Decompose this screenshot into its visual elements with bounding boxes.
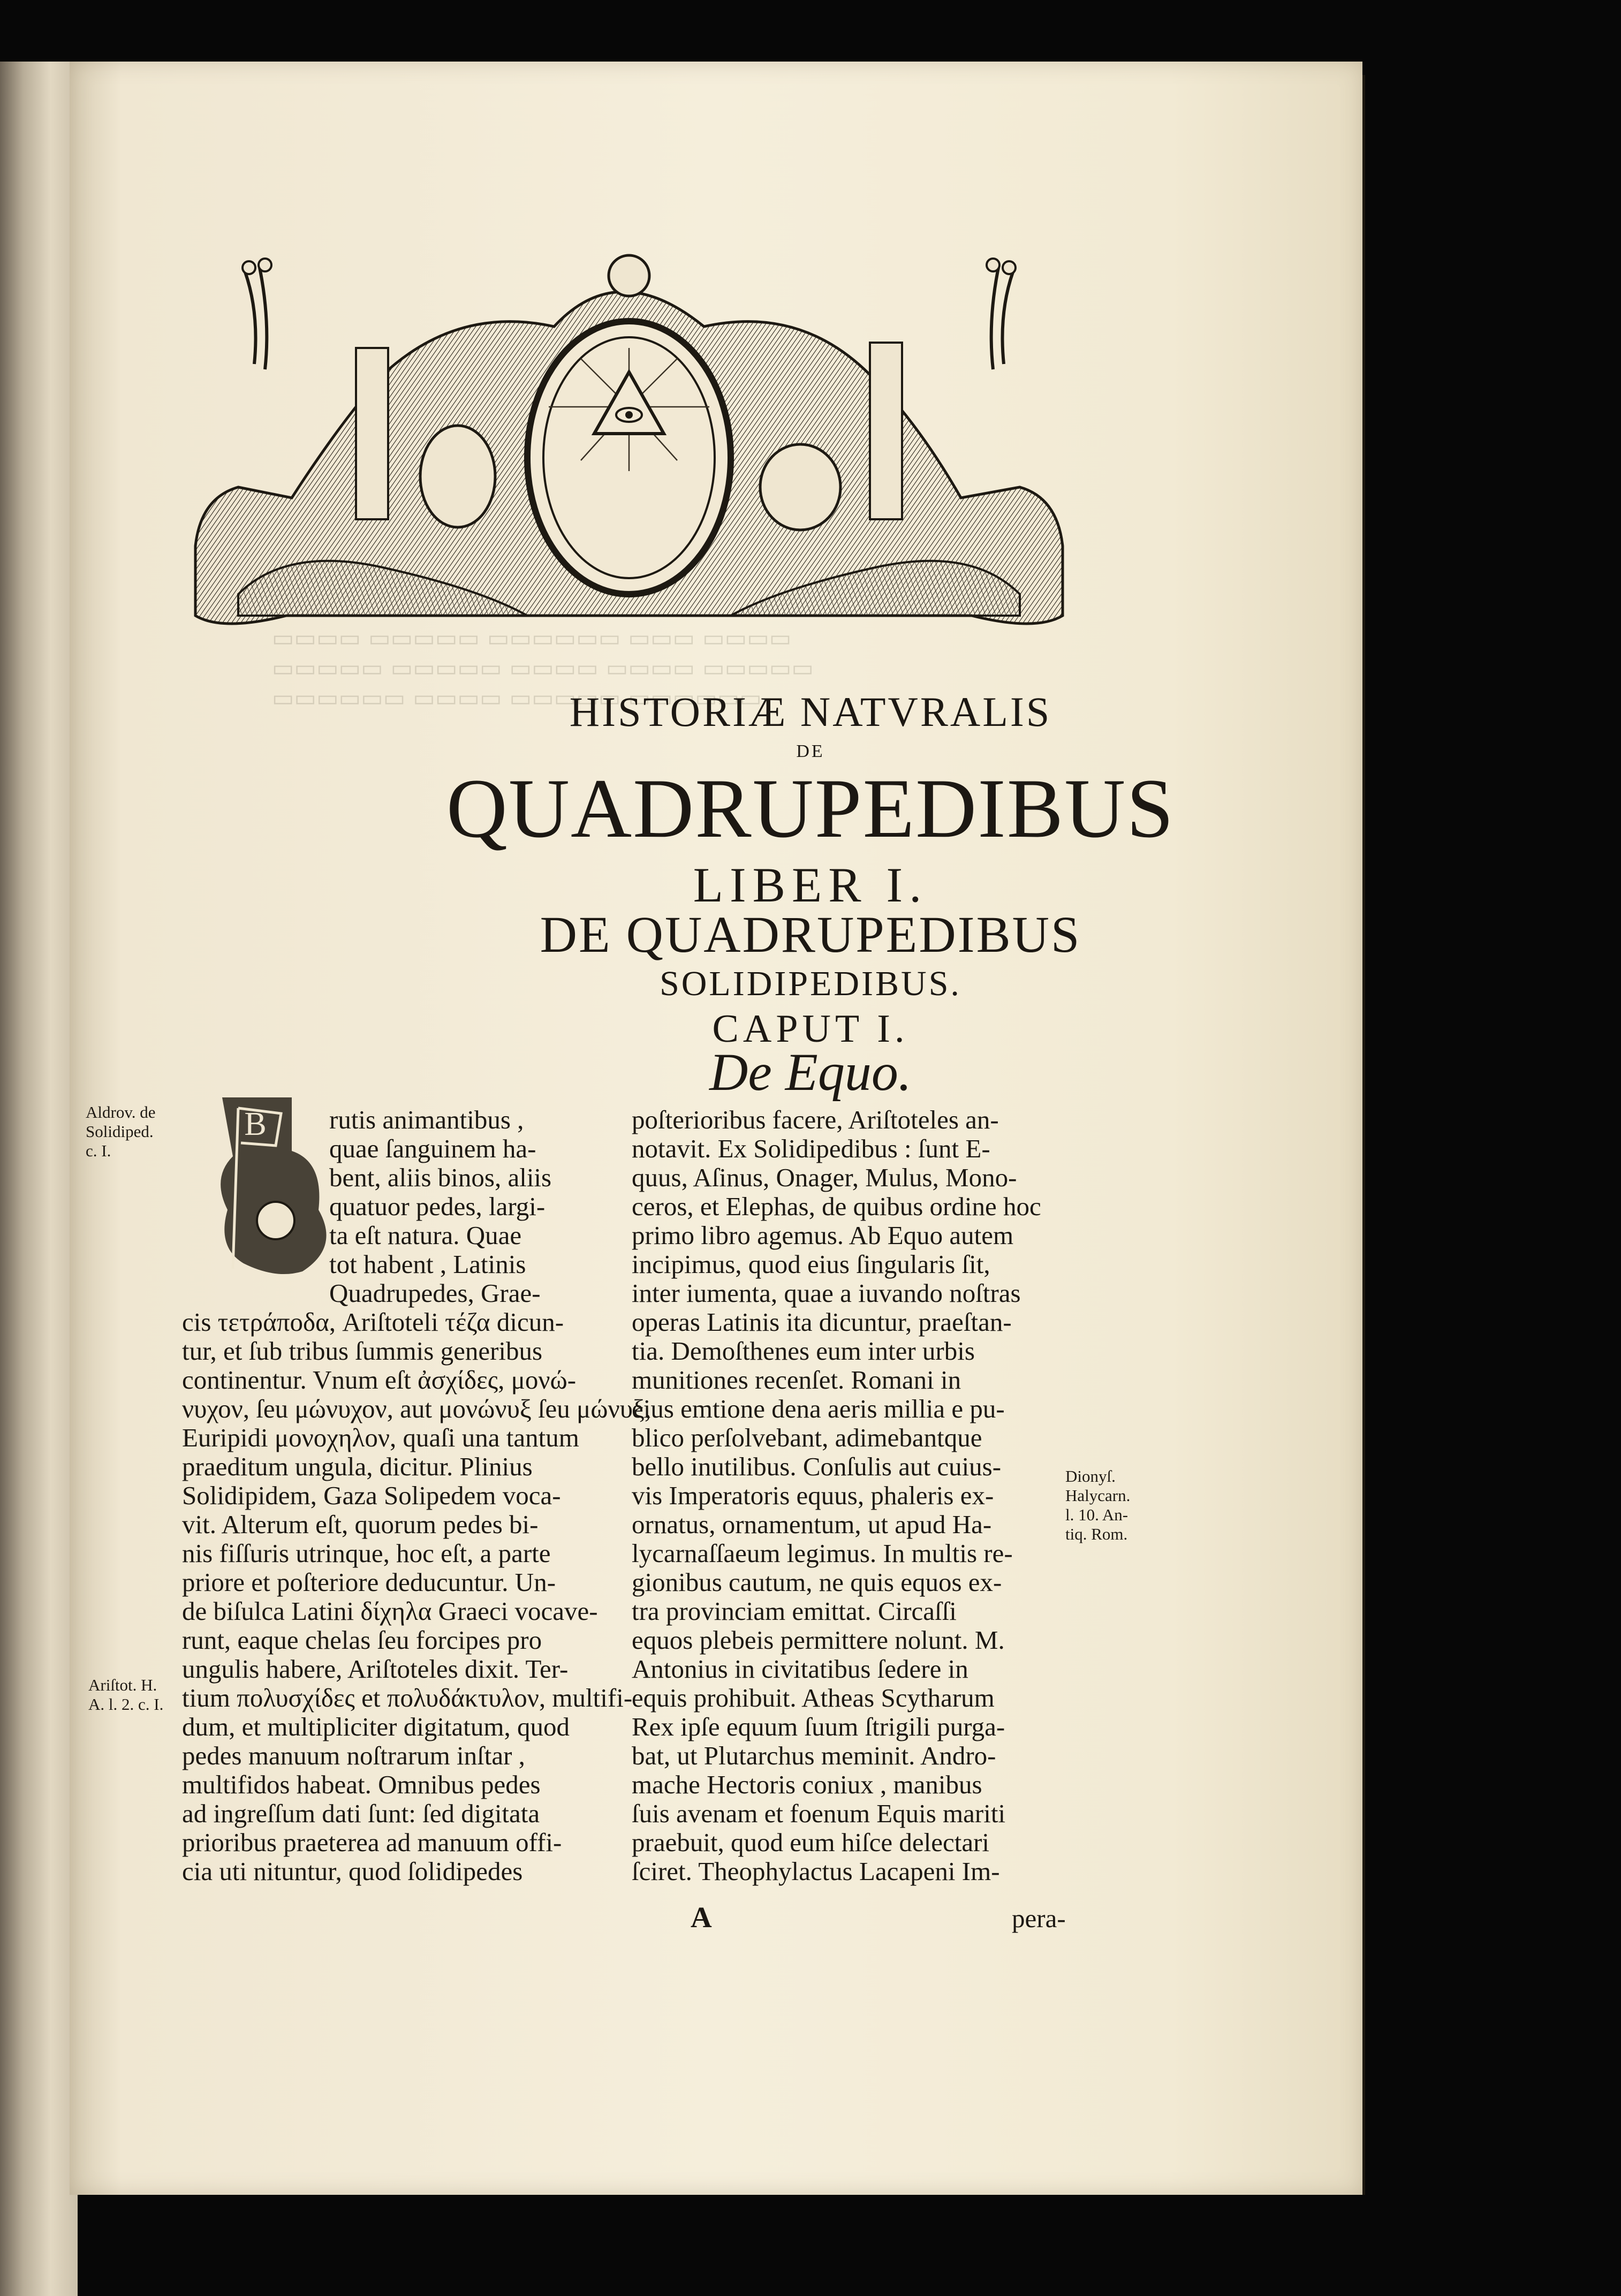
text-line: blico perſolvebant, adimebantque	[632, 1423, 982, 1452]
text-line: ceros, et Elephas, de quibus ordine hoc	[632, 1192, 1041, 1221]
text-line: munitiones recenſet. Romani in	[632, 1365, 961, 1395]
text-line: Rex ipſe equum ſuum ſtrigili purga-	[632, 1712, 1005, 1741]
title-quadrupedibus: QUADRUPEDIBUS	[446, 762, 1175, 855]
margin-note-line: Solidiped.	[86, 1122, 154, 1141]
text-line: multifidos habeat. Omnibus pedes	[182, 1770, 541, 1799]
text-line: de biſulca Latini δίχηλα Graeci vocave-	[182, 1596, 598, 1626]
text-line: bat, ut Plutarchus meminit. Andro-	[632, 1741, 996, 1770]
text-line: pedes manuum noſtrarum inſtar ,	[182, 1741, 525, 1770]
margin-note-line: Dionyſ.	[1065, 1467, 1116, 1486]
text-line: tium πολυσχίδες et πολυδάκτυλον, multifi-	[182, 1683, 633, 1712]
text-line: primo libro agemus. Ab Equo autem	[632, 1221, 1014, 1250]
text-line: bent, aliis binos, aliis	[329, 1163, 552, 1192]
title-de: DE	[796, 741, 825, 761]
text-line: cis τετράποδα, Ariſtoteli τέζα dicun-	[182, 1307, 564, 1337]
text-line: vit. Alterum eſt, quorum pedes bi-	[182, 1510, 539, 1539]
text-line: tur, et ſub tribus ſummis generibus	[182, 1336, 543, 1366]
text-line: vis Imperatoris equus, phaleris ex-	[632, 1481, 994, 1510]
text-line: bello inutilibus. Conſulis aut cuius-	[632, 1452, 1002, 1481]
text-line: incipimus, quod eius ſingularis ſit,	[632, 1249, 990, 1279]
show-through-text: ▭▭▭▭ ▭▭▭▭▭ ▭▭▭▭▭▭ ▭▭▭ ▭▭▭▭ ▭▭▭▭▭ ▭▭▭▭▭ ▭▭▭▭ ▭▭▭▭ ▭▭▭▭▭ ▭▭▭▭▭▭ ▭▭▭▭ ▭▭▭▭▭ ▭▭▭▭▭▭	[271, 625, 814, 712]
text-line: gionibus cautum, ne quis equos ex-	[632, 1567, 1002, 1597]
text-line: rutis animantibus ,	[329, 1105, 524, 1134]
margin-note-aristot	[88, 1676, 163, 1714]
headpiece-woodcut	[179, 246, 1079, 632]
text-line: praebuit, quod eum hiſce delectari	[632, 1828, 990, 1857]
text-line: νυχον, ſeu μώνυχον, aut μονώνυξ ſeu μώνυξ,	[182, 1394, 652, 1423]
text-line: ornatus, ornamentum, ut apud Ha-	[632, 1510, 992, 1539]
margin-note-line: c. I.	[86, 1141, 111, 1160]
initial-letter: B	[244, 1106, 267, 1142]
text-line: equos plebeis permittere nolunt. M.	[632, 1625, 1005, 1655]
text-line: ad ingreſſum dati ſunt: ſed digitata	[182, 1799, 540, 1828]
text-line: cia uti nituntur, quod ſolidipedes	[182, 1856, 523, 1886]
text-line: dum, et multipliciter digitatum, quod	[182, 1712, 570, 1741]
signature-mark: A	[691, 1901, 712, 1934]
text-line: inter iumenta, quae a iuvando noſtras	[632, 1278, 1021, 1308]
right-text-column	[632, 1105, 1063, 1886]
margin-note-line: Aldrov. de	[86, 1103, 156, 1122]
text-line: ungulis habere, Ariſtoteles dixit. Ter-	[182, 1654, 569, 1684]
text-line: tot habent , Latinis	[329, 1249, 526, 1279]
catchword: pera-	[1012, 1904, 1066, 1933]
text-line: quus, Aſinus, Onager, Mulus, Mono-	[632, 1163, 1017, 1192]
chapter-title: De Equo.	[709, 1042, 912, 1102]
text-line: tia. Demoſthenes eum inter urbis	[632, 1336, 975, 1366]
text-line: Solidipidem, Gaza Solipedem voca-	[182, 1481, 561, 1510]
text-line: lycarnaſſaeum legimus. In multis re-	[632, 1539, 1013, 1568]
text-line: praeditum ungula, dicitur. Plinius	[182, 1452, 533, 1481]
text-line: ta eſt natura. Quae	[329, 1221, 522, 1250]
margin-note-line: A. l. 2. c. I.	[88, 1695, 164, 1714]
text-line: prioribus praeterea ad manuum offi-	[182, 1828, 562, 1857]
margin-note-aldrov	[86, 1103, 156, 1161]
text-line: nis fiſſuris utrinque, hoc eſt, a parte	[182, 1539, 551, 1568]
text-line: Euripidi μονοχηλον, quaſi una tantum	[182, 1423, 579, 1452]
text-line: priore et poſteriore deducuntur. Un-	[182, 1567, 556, 1597]
text-line: Antonius in civitatibus ſedere in	[632, 1654, 968, 1684]
text-line: tra provinciam emittat. Circaſſi	[632, 1596, 957, 1626]
book-gutter	[0, 62, 78, 2296]
text-line: ſuis avenam et foenum Equis mariti	[632, 1799, 1006, 1828]
text-line: eius emtione dena aeris millia e pu-	[632, 1394, 1005, 1423]
margin-note-dionys	[1065, 1467, 1130, 1544]
title-liber: LIBER I.	[693, 858, 928, 912]
margin-note-line: tiq. Rom.	[1065, 1525, 1128, 1543]
text-line: equis prohibuit. Atheas Scytharum	[632, 1683, 995, 1712]
initial-wrapped-lines	[182, 1105, 613, 1308]
text-line: continentur. Vnum eſt ἀσχίδες, μονώ-	[182, 1365, 577, 1395]
title-solidipedibus: SOLIDIPEDIBUS.	[660, 964, 961, 1003]
text-line: quatuor pedes, largi-	[329, 1192, 546, 1221]
text-line: ſciret. Theophylactus Lacapeni Im-	[632, 1856, 1000, 1886]
text-line: notavit. Ex Solidipedibus : ſunt E-	[632, 1134, 990, 1163]
margin-note-line: l. 10. An-	[1065, 1505, 1128, 1524]
title-historiae: HISTORIÆ NATVRALIS	[569, 688, 1052, 735]
text-line: quae ſanguinem ha-	[329, 1134, 536, 1163]
text-line: Quadrupedes, Grae-	[329, 1278, 541, 1308]
text-line: mache Hectoris coniux , manibus	[632, 1770, 982, 1799]
margin-note-line: Ariſtot. H.	[88, 1676, 157, 1694]
text-line: poſterioribus facere, Ariſtoteles an-	[632, 1105, 999, 1134]
left-text-column	[182, 1105, 652, 1886]
title-de-quadrupedibus: DE QUADRUPEDIBUS	[540, 906, 1081, 963]
text-line: runt, eaque chelas ſeu forcipes pro	[182, 1625, 542, 1655]
text-line: operas Latinis ita dicuntur, praeſtan-	[632, 1307, 1012, 1337]
chapter-heading: CAPUT I.	[712, 1007, 909, 1051]
margin-note-line: Halycarn.	[1065, 1486, 1131, 1505]
